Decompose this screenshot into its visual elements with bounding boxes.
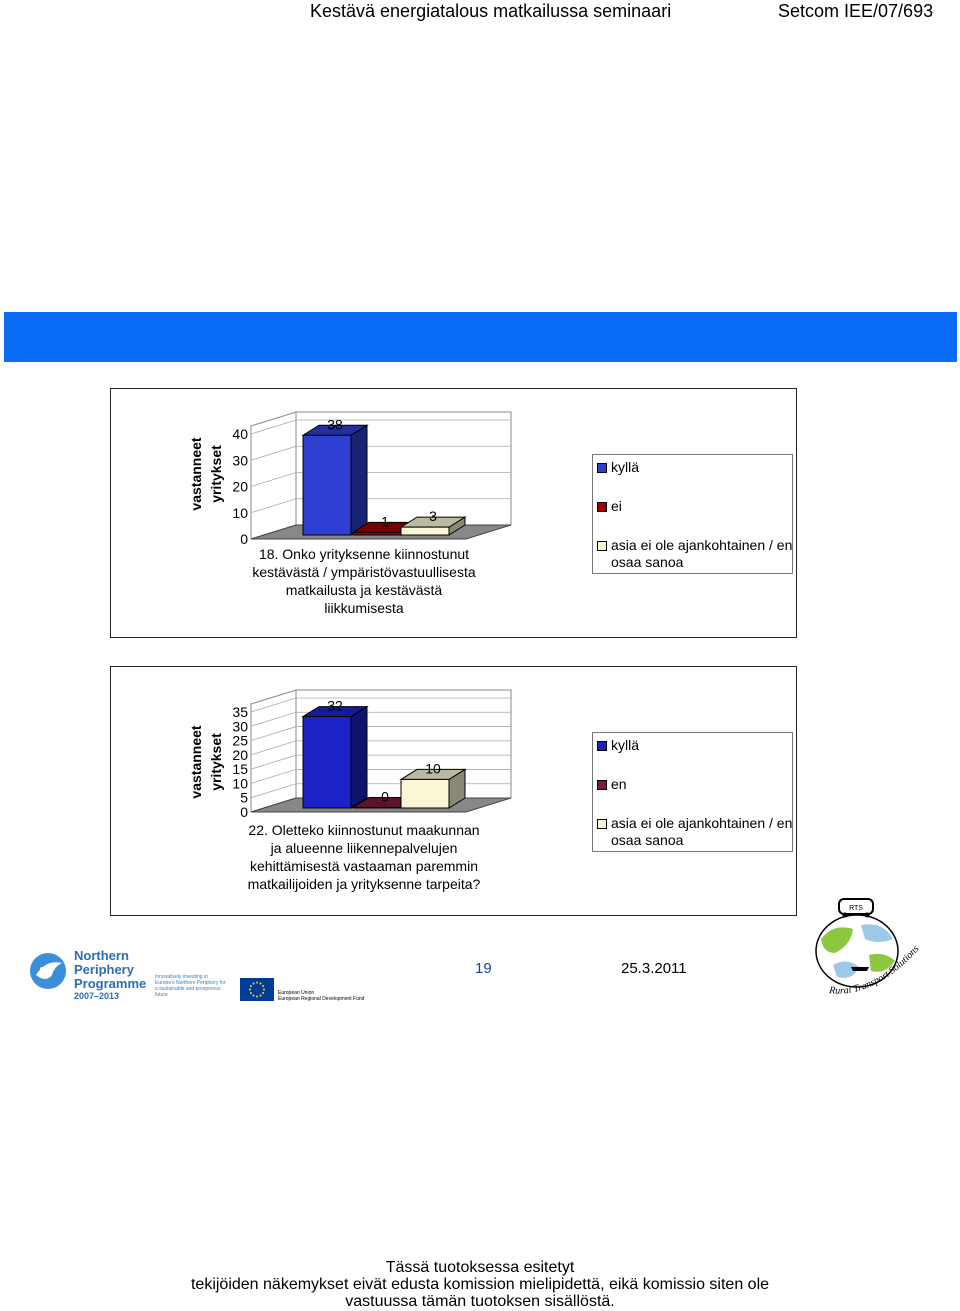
- bar-value-label: 1: [381, 513, 389, 530]
- bar-front: [303, 717, 351, 808]
- y-tick-label: 15: [232, 761, 248, 778]
- bar-0: [303, 425, 367, 535]
- page-number: 19: [475, 960, 492, 977]
- legend-label-cont: osaa sanoa: [611, 832, 684, 848]
- bar-front: [353, 808, 401, 809]
- legend-swatch-ei-ajankohtainen: [597, 541, 607, 551]
- eu-star: [250, 992, 252, 994]
- eu-star: [256, 996, 258, 998]
- bar-value-label: 0: [381, 788, 389, 805]
- y-tick-label: 0: [240, 531, 248, 547]
- bar-side: [351, 425, 367, 535]
- legend-label-cont: osaa sanoa: [611, 554, 684, 570]
- legend-swatch-ei-ajankohtainen: [597, 819, 607, 829]
- bar-front: [401, 527, 449, 535]
- legend-swatch-en: [597, 780, 607, 790]
- npp-tagline: Innovatively investing in Europe's Northern Periphery for a sustainable and prosperous future: [155, 974, 226, 998]
- y-axis-label: yritykset: [208, 445, 224, 503]
- legend-swatch-ei: [597, 502, 607, 512]
- rts-badge-text: RTS: [849, 905, 863, 912]
- y-tick-label: 35: [232, 704, 248, 720]
- disclaimer-line-3: vastuussa tämän tuotoksen sisällöstä.: [345, 1293, 615, 1310]
- chart-1-legend: [592, 454, 793, 574]
- y-axis-label: vastanneet: [188, 437, 204, 511]
- y-tick-label: 30: [232, 718, 248, 735]
- legend-label: kyllä: [611, 737, 640, 753]
- eu-star: [253, 982, 255, 984]
- y-tick-label: 30: [232, 452, 248, 469]
- x-axis-label: matkailusta ja kestävästä: [285, 582, 443, 598]
- bar-value-label: 38: [327, 416, 343, 433]
- bar-value-label: 3: [429, 508, 437, 525]
- x-axis-label: kestävästä / ympäristövastuullisesta: [252, 564, 476, 580]
- eu-line2: European Regional Development Fund: [278, 996, 365, 1002]
- eu-star: [249, 989, 251, 991]
- y-tick-label: 0: [240, 804, 248, 820]
- eu-star: [260, 995, 262, 997]
- eu-line1: European Union: [278, 990, 315, 996]
- rts-name: Rural Transport Solutions: [828, 943, 922, 997]
- rts-emblem-icon: [813, 895, 925, 1003]
- npp-line1: Northern: [74, 948, 129, 963]
- chart-1-frame: [110, 388, 797, 638]
- y-tick-label: 20: [232, 478, 248, 495]
- eu-star: [262, 985, 264, 987]
- project-code: Setcom IEE/07/693: [778, 1, 934, 21]
- x-axis-label: 22. Oletteko kiinnostunut maakunnan: [248, 822, 480, 838]
- eu-star: [262, 992, 264, 994]
- bar-value-label: 32: [327, 697, 343, 714]
- y-tick-label: 10: [232, 775, 248, 792]
- bar-side: [351, 707, 367, 808]
- x-axis-label: matkailijoiden ja yrityksenne tarpeita?: [247, 876, 481, 892]
- x-axis-label: ja alueenne liikennepalvelujen: [270, 840, 458, 856]
- y-tick-label: 40: [232, 426, 248, 442]
- x-axis-label: 18. Onko yrityksenne kiinnostunut: [258, 546, 470, 562]
- y-tick-label: 10: [232, 504, 248, 521]
- chart-2-legend: [592, 732, 793, 852]
- x-axis-label: liikkumisesta: [324, 600, 404, 616]
- rts-logo: [813, 895, 925, 1003]
- eu-star: [256, 982, 258, 984]
- disclaimer-line-2: tekijöiden näkemykset eivät edusta komission mielipidettä, eikä komissio siten ole: [190, 1276, 770, 1293]
- disclaimer-line-1: Tässä tuotoksessa esitetyt: [385, 1259, 575, 1276]
- chart-2-frame: [110, 666, 797, 916]
- x-axis-label: kehittämisestä vastaaman paremmin: [250, 858, 478, 874]
- bar-front: [303, 435, 351, 535]
- blue-title-band: [4, 312, 957, 362]
- eu-star: [250, 985, 252, 987]
- legend-swatch-kylla: [597, 463, 607, 473]
- eu-caption: [278, 990, 364, 1002]
- bar-0: [303, 707, 367, 808]
- legend-label: asia ei ole ajankohtainen / en: [611, 815, 793, 831]
- npp-name: [74, 949, 146, 991]
- npp-logo: [28, 947, 226, 1005]
- npp-years: 2007–2013: [74, 991, 120, 1001]
- legend-label: ei: [611, 498, 622, 514]
- eu-star: [253, 995, 255, 997]
- legend-label: kyllä: [611, 459, 640, 475]
- chart-side-wall: [251, 412, 296, 539]
- bar-front: [401, 779, 449, 808]
- bar-front: [353, 532, 401, 535]
- chart-side-wall: [251, 690, 296, 812]
- bar-value-label: 10: [425, 760, 441, 777]
- y-axis-label: yritykset: [208, 733, 224, 791]
- presentation-title: Kestävä energiatalous matkailussa seminaari: [310, 1, 672, 21]
- eu-star: [260, 982, 262, 984]
- y-tick-label: 25: [232, 732, 248, 749]
- dove-icon: [28, 949, 72, 993]
- eu-star: [263, 989, 265, 991]
- npp-line2: Periphery: [74, 962, 134, 977]
- y-tick-label: 20: [232, 746, 248, 763]
- legend-label: en: [611, 776, 627, 792]
- eu-flag-icon: [240, 978, 274, 1001]
- page-date: 25.3.2011: [621, 960, 687, 977]
- legend-label: asia ei ole ajankohtainen / en: [611, 537, 793, 553]
- legend-swatch-kylla: [597, 741, 607, 751]
- y-axis-label: vastanneet: [188, 725, 204, 799]
- y-tick-label: 5: [240, 789, 248, 806]
- npp-line3: Programme: [74, 976, 147, 991]
